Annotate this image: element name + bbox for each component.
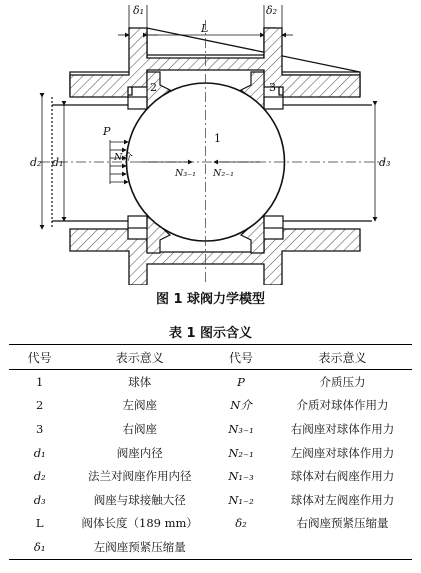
cell-symbol-2: δ₂ [235,516,247,531]
cell-symbol-2: N介 [230,398,252,413]
cell-symbol-2: N₁₋₂ [228,492,254,507]
table-row [9,535,412,559]
table-row [9,512,412,536]
header-symbol: 代号 [9,345,70,370]
header-symbol-2: 代号 [209,345,273,370]
cell-meaning-2: 左阀座对球体作用力 [290,445,395,460]
cell-meaning-2: 球体对左阀座作用力 [290,492,395,507]
cell-meaning-2: 介质对球体作用力 [296,398,389,413]
table-row [9,464,412,488]
cell-meaning: 左阀座 [122,398,157,413]
table-row [9,394,412,418]
cell-meaning-2 [273,535,412,559]
cell-symbol-2: N₂₋₁ [228,445,254,460]
label-ball: 1 [214,132,221,145]
cell-meaning: 左阀座预紧压缩量 [70,535,209,559]
cell-symbol-2: N₃₋₁ [228,421,254,436]
cell-meaning-2: 右阀座预紧压缩量 [296,516,389,531]
cell-symbol: 2 [36,398,44,413]
header-meaning: 表示意义 [70,345,209,370]
label-N21: N₂₋₁ [213,168,234,179]
cell-symbol: d₂ [33,469,46,484]
table-row [9,441,412,465]
label-N31: N₃₋₁ [175,168,196,179]
cell-meaning: 阀体长度（189 mm） [81,516,198,531]
label-delta1: δ₁ [133,4,145,17]
cell-symbol: δ₁ [9,535,70,559]
cell-meaning: 球体 [128,374,152,389]
cell-meaning-2: 右阀座对球体作用力 [290,421,395,436]
label-seat-right: 3 [269,81,276,94]
cell-meaning: 右阀座 [122,421,157,436]
cell-symbol: d₁ [33,445,46,460]
cell-symbol-2 [209,535,273,559]
figure-caption: 图 1 球阀力学模型 [155,292,266,307]
label-L: L [201,22,209,35]
label-d1: d₁ [52,156,64,169]
table-row [9,417,412,441]
cell-symbol-2: N₁₋₃ [228,469,254,484]
table-caption: 表 1 图示含义 [168,326,253,341]
table-row [9,370,412,394]
label-d2: d₂ [30,156,42,169]
label-d3: d₃ [379,156,391,169]
symbol-legend-table [9,344,412,560]
label-N-medium: N介 [114,152,132,163]
label-delta2: δ₂ [266,4,278,17]
cell-meaning: 阀座与球接触大径 [93,492,186,507]
header-meaning-2: 表示意义 [273,345,412,370]
cell-meaning: 阀座内径 [116,445,163,460]
table-row [9,488,412,512]
cell-symbol-2: P [237,374,245,389]
table-header-row [9,345,412,370]
cell-symbol: 1 [36,374,44,389]
cell-symbol: d₃ [33,492,46,507]
ball-valve-mechanics-figure [0,0,421,285]
cell-meaning-2: 介质压力 [319,374,366,389]
cell-meaning: 法兰对阀座作用内径 [87,469,192,484]
cell-meaning-2: 球体对右阀座作用力 [290,469,395,484]
cell-symbol: 3 [36,421,44,436]
cell-symbol: L [35,516,44,531]
label-seat-left: 2 [150,81,157,94]
label-P: P [103,125,111,138]
